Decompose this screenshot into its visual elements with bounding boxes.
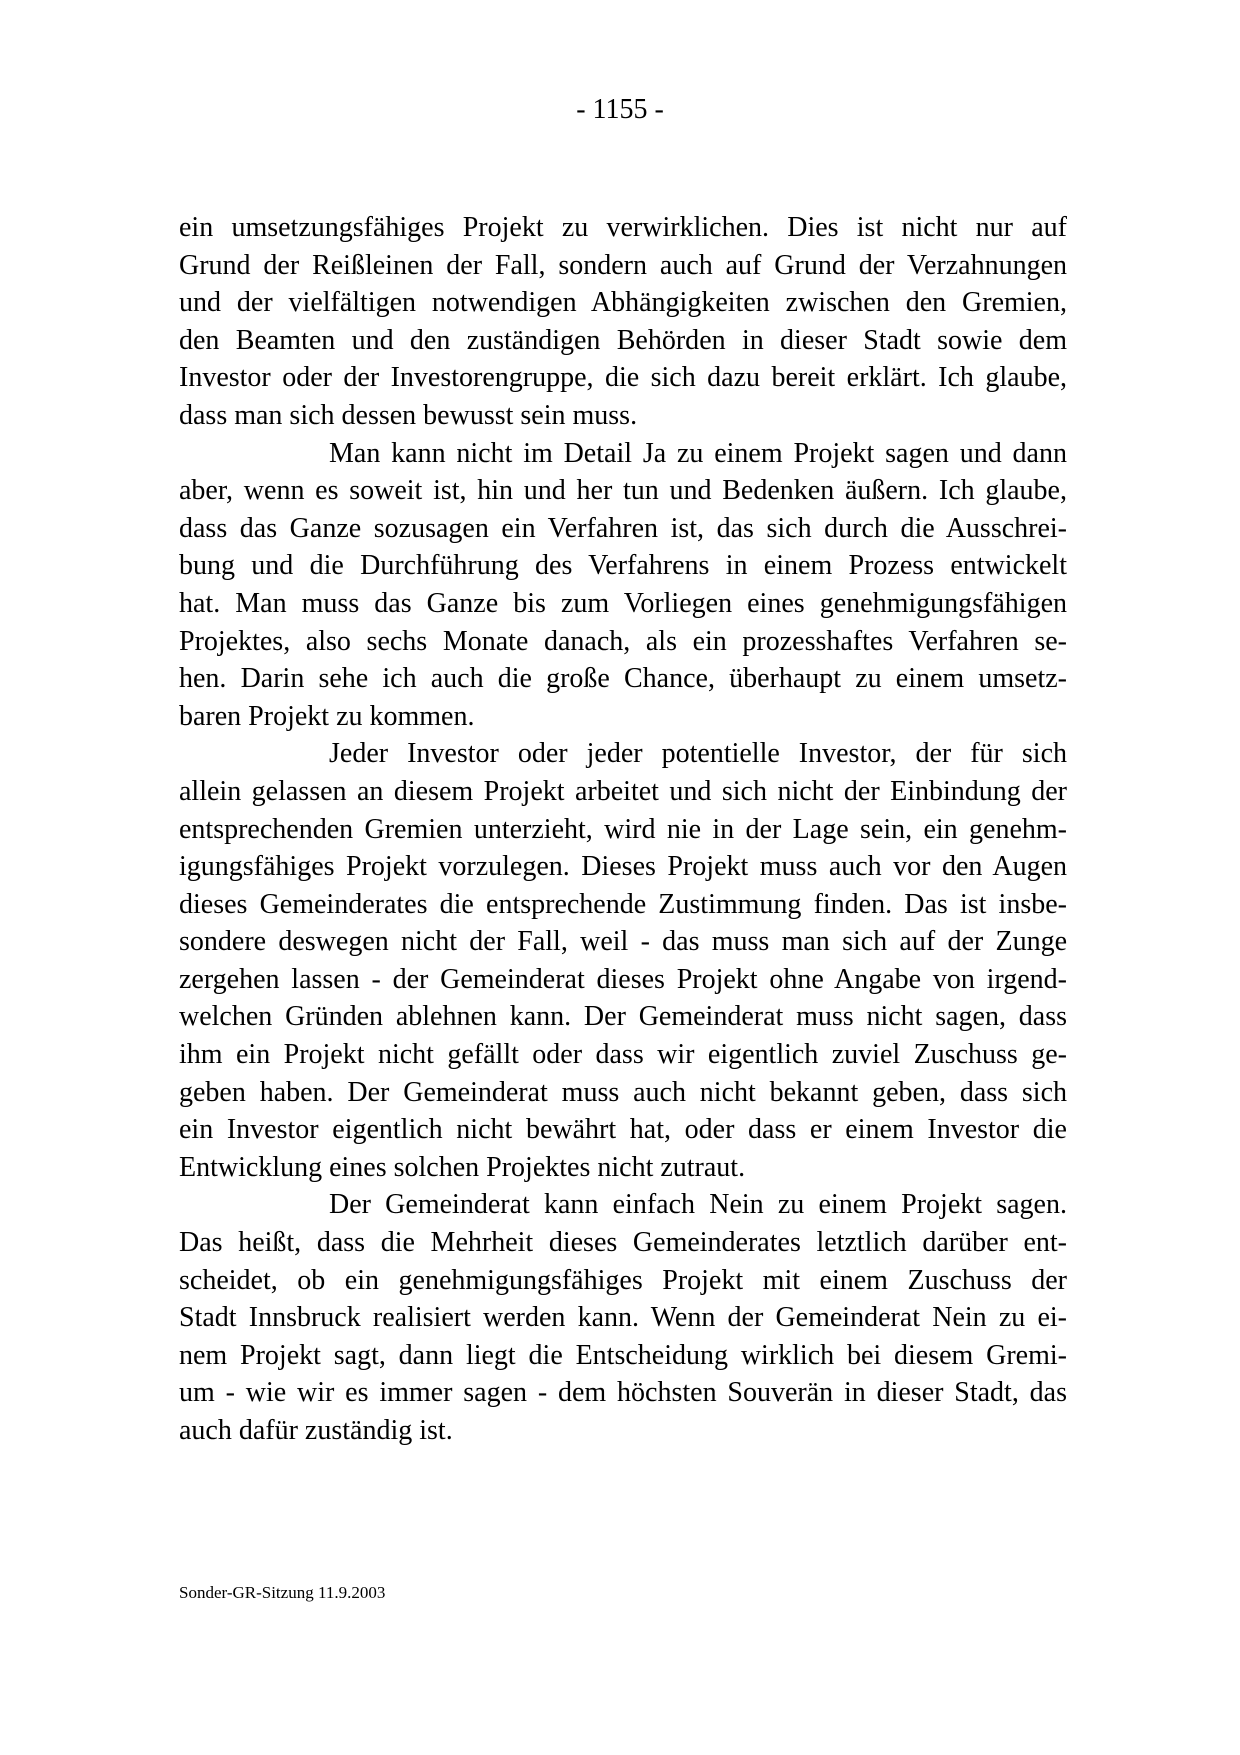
text-line: Das heißt, dass die Mehrheit dieses Gemeinderates letztlich darüber ent-	[179, 1227, 1067, 1259]
text-line: hen. Darin sehe ich auch die große Chance, überhaupt zu einem umsetz-	[179, 663, 1067, 695]
text-line: Entwicklung eines solchen Projektes nicht zutraut.	[179, 1151, 746, 1183]
text-line: den Beamten und den zuständigen Behörden in dieser Stadt sowie dem	[179, 324, 1067, 356]
text-line: Grund der Reißleinen der Fall, sondern auch auf Grund der Verzahnungen	[179, 249, 1067, 281]
text-line: Investor oder der Investorengruppe, die sich dazu bereit erklärt. Ich glaube,	[179, 362, 1067, 394]
paragraph	[179, 1186, 1067, 1449]
text-line: Man kann nicht im Detail Ja zu einem Projekt sagen und dann	[329, 437, 1067, 469]
text-line: welchen Gründen ablehnen kann. Der Gemeinderat muss nicht sagen, dass	[179, 1001, 1067, 1033]
text-line: Der Gemeinderat kann einfach Nein zu einem Projekt sagen.	[329, 1189, 1067, 1221]
text-line: geben haben. Der Gemeinderat muss auch nicht bekannt geben, dass sich	[179, 1076, 1067, 1108]
text-line: Stadt Innsbruck realisiert werden kann. Wenn der Gemeinderat Nein zu ei-	[179, 1302, 1067, 1334]
text-line: bung und die Durchführung des Verfahrens in einem Prozess entwickelt	[179, 550, 1067, 582]
text-line: Jeder Investor oder jeder potentielle Investor, der für sich	[329, 738, 1067, 770]
footer-session-label: Sonder-GR-Sitzung 11.9.2003	[179, 1583, 386, 1602]
text-line: sondere deswegen nicht der Fall, weil - das muss man sich auf der Zunge	[179, 926, 1067, 958]
page-number: - 1155 -	[576, 94, 664, 125]
text-line: und der vielfältigen notwendigen Abhängigkeiten zwischen den Gremien,	[179, 287, 1067, 319]
text-line: entsprechenden Gremien unterzieht, wird nie in der Lage sein, ein genehm-	[179, 813, 1067, 845]
text-line: um - wie wir es immer sagen - dem höchsten Souverän in dieser Stadt, das	[179, 1377, 1067, 1409]
text-line: ein umsetzungsfähiges Projekt zu verwirklichen. Dies ist nicht nur auf	[179, 212, 1067, 243]
paragraph	[179, 209, 1067, 435]
text-line: dieses Gemeinderates die entsprechende Zustimmung finden. Das ist insbe-	[179, 888, 1067, 920]
text-line: Projektes, also sechs Monate danach, als ein prozesshaftes Verfahren se-	[179, 625, 1067, 657]
text-line: ihm ein Projekt nicht gefällt oder dass wir eigentlich zuviel Zuschuss ge-	[179, 1039, 1067, 1071]
paragraph	[179, 735, 1067, 1186]
body-text	[179, 209, 1067, 1450]
paragraph	[179, 435, 1067, 736]
text-line: scheidet, ob ein genehmigungsfähiges Projekt mit einem Zuschuss der	[179, 1264, 1067, 1296]
text-line: igungsfähiges Projekt vorzulegen. Dieses Projekt muss auch vor den Augen	[179, 851, 1067, 883]
text-line: dass das Ganze sozusagen ein Verfahren ist, das sich durch die Ausschrei-	[179, 512, 1067, 544]
text-line: allein gelassen an diesem Projekt arbeitet und sich nicht der Einbindung der	[179, 775, 1067, 807]
text-line: dass man sich dessen bewusst sein muss.	[179, 399, 638, 431]
text-line: nem Projekt sagt, dann liegt die Entscheidung wirklich bei diesem Gremi-	[179, 1339, 1067, 1371]
text-line: aber, wenn es soweit ist, hin und her tun und Bedenken äußern. Ich glaube,	[179, 475, 1067, 507]
text-line: auch dafür zuständig ist.	[179, 1415, 453, 1446]
text-line: zergehen lassen - der Gemeinderat dieses Projekt ohne Angabe von irgend-	[179, 963, 1067, 995]
text-line: ein Investor eigentlich nicht bewährt hat, oder dass er einem Investor die	[179, 1114, 1067, 1146]
text-line: hat. Man muss das Ganze bis zum Vorliegen eines genehmigungsfähigen	[179, 587, 1067, 619]
text-line: baren Projekt zu kommen.	[179, 700, 475, 732]
